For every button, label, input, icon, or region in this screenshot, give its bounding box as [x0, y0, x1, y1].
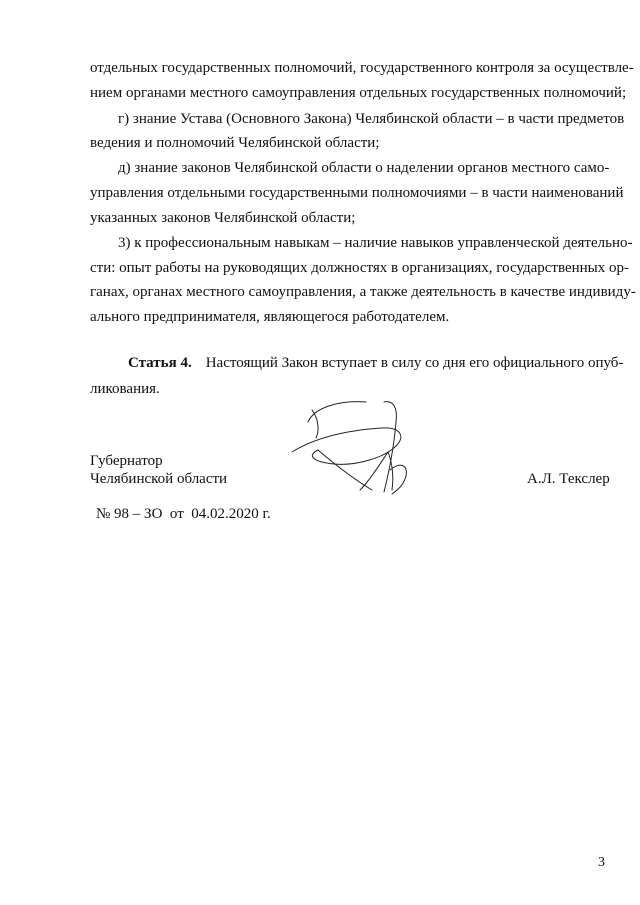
article-4-label: Статья 4.	[128, 355, 192, 371]
signer-position: Губернатор	[90, 453, 163, 469]
signer-region: Челябинской области	[90, 471, 228, 487]
signature	[288, 392, 422, 498]
decree-number: № 98 – ЗО от 04.02.2020 г.	[96, 506, 271, 522]
signer-name: А.Л. Текслер	[527, 471, 610, 487]
article-4-line	[128, 354, 624, 373]
item-3-line: ганах, органах местного самоуправления, а также деятельность в качестве индивиду-	[90, 284, 636, 300]
article-4-line: ликования.	[90, 381, 160, 397]
item-d-line: управления отдельными государственными полномочиями – в части наименований	[90, 185, 624, 201]
page-number: 3	[598, 855, 605, 870]
item-3-line: сти: опыт работы на руководящих должностях в организациях, государственных ор-	[90, 260, 629, 276]
text-line: нием органами местного самоуправления отдельных государственных полномочий;	[90, 85, 627, 101]
item-3-line: 3) к профессиональным навыкам – наличие навыков управленческой деятельно-	[118, 235, 633, 251]
item-g-line: г) знание Устава (Основного Закона) Челябинской области – в части предметов	[118, 111, 625, 127]
article-4-text: Настоящий Закон вступает в силу со дня его официального опуб-	[205, 355, 624, 371]
item-d-line: д) знание законов Челябинской области о наделении органов местного само-	[118, 160, 610, 176]
item-d-line: указанных законов Челябинской области;	[90, 210, 356, 226]
text-line: отдельных государственных полномочий, государственного контроля за осуществле-	[90, 60, 634, 76]
item-3-line: ального предпринимателя, являющегося работодателем.	[90, 309, 450, 325]
item-g-line: ведения и полномочий Челябинской области;	[90, 135, 380, 151]
